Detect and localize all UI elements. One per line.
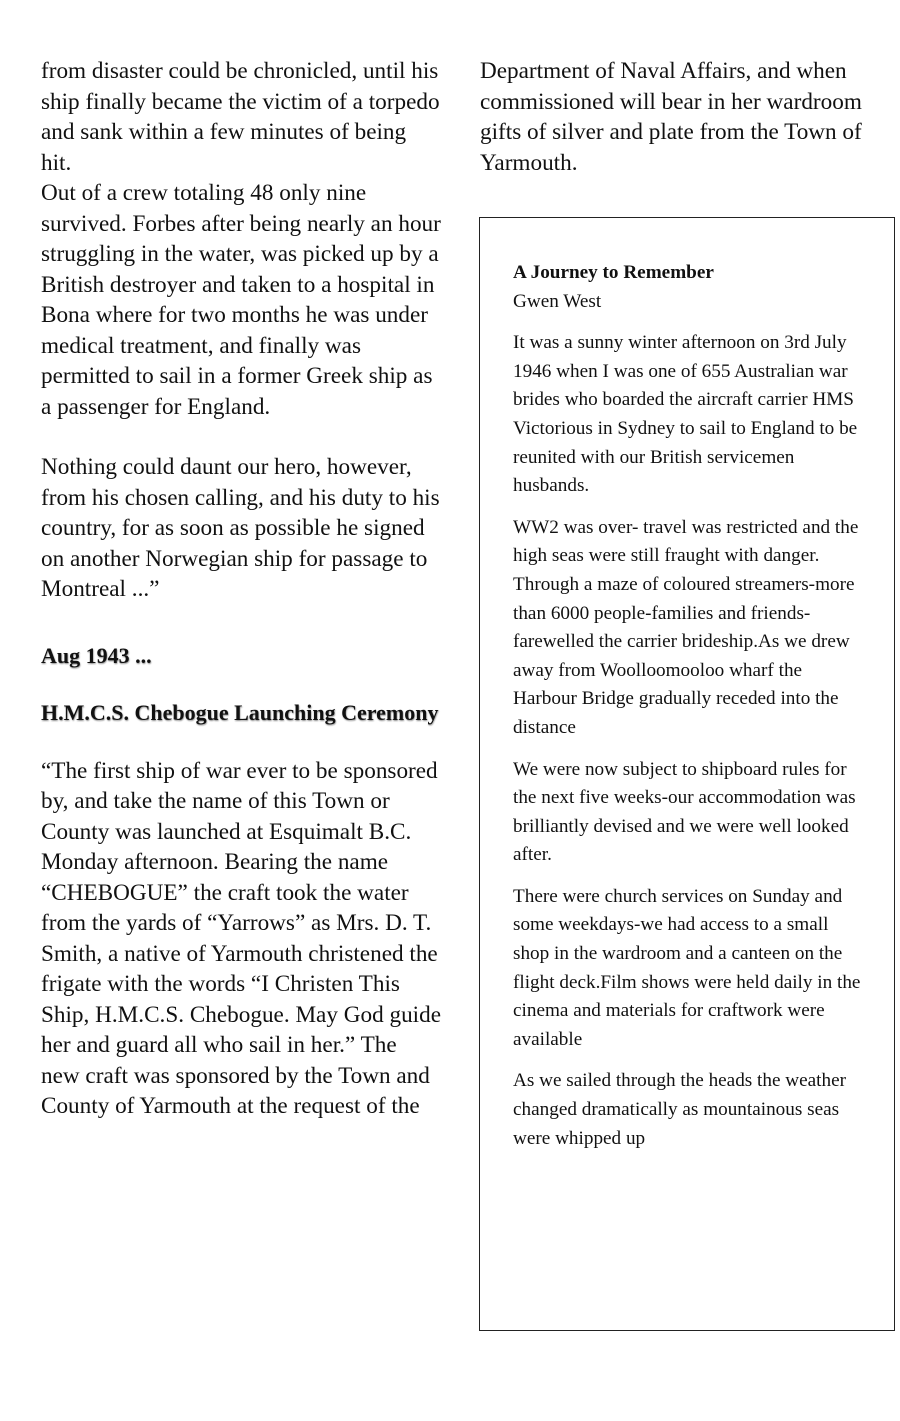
left-paragraph-1: from disaster could be chronicled, until his ship finally became the victim of a torpedo and sank within a few minutes of being hit. <box>41 58 440 176</box>
story-paragraph: As we sailed through the heads the weather changed dramatically as mountainous seas were whipped up <box>513 1070 847 1149</box>
story-paragraph: It was a sunny winter afternoon on 3rd July 1946 when I was one of 655 Australian war brides who boarded the aircraft carrier HMS Victorious in Sydney to sail to England to be reunited with our British servicemen husbands. <box>513 332 858 497</box>
story-paragraph: We were now subject to shipboard rules for the next five weeks-our accommodation was brilliantly devised and we were well looked after. <box>513 758 856 866</box>
journey-story-box <box>479 217 895 1331</box>
left-column <box>41 56 441 1122</box>
journey-story-content <box>513 259 863 1153</box>
right-column <box>480 56 890 178</box>
story-author: Gwen West <box>513 290 602 312</box>
left-paragraph-3: Nothing could daunt our hero, however, from his chosen calling, and his duty to his country, for as soon as possible he signed on another Norwegian ship for passage to Montreal ...” <box>41 454 440 602</box>
section-heading-aug-1943: Aug 1943 ... <box>41 642 152 668</box>
story-title: A Journey to Remember <box>513 262 714 283</box>
section-heading-chebogue: H.M.C.S. Chebogue Launching Ceremony <box>41 699 439 725</box>
right-paragraph-1: Department of Naval Affairs, and when commissioned will bear in her wardroom gifts of silver and plate from the Town of Yarmouth. <box>480 58 862 176</box>
left-paragraph-4: “The first ship of war ever to be sponsored by, and take the name of this Town or County was launched at Esquimalt B.C. Monday afternoon. Bearing the name “CHEBOGUE” the craft took the water from the yards of “Yarrows” as Mrs. D. T. Smith, a native of Yarmouth christened the frigate with the words “I Christen This Ship, H.M.C.S. Chebogue. May God guide her and guard all who sail in her.” The new craft was sponsored by the Town and County of Yarmouth at the request of the <box>41 757 441 1119</box>
story-paragraph: There were church services on Sunday and some weekdays-we had access to a small shop in the wardroom and a canteen on the flight deck.Film shows were held daily in the cinema and materials for craftwork were available <box>513 885 861 1050</box>
left-paragraph-2: Out of a crew totaling 48 only nine survived. Forbes after being nearly an hour struggling in the water, was picked up by a British destroyer and taken to a hospital in Bona where for two months he was under medical treatment, and finally was permitted to sail in a former Greek ship as a passenger for England. <box>41 180 441 420</box>
story-paragraph: WW2 was over- travel was restricted and the high seas were still fraught with danger. Through a maze of coloured streamers-more than 6000 people-families and friends-farewelled the carrier brideship.As we drew away from Woolloomooloo wharf the Harbour Bridge gradually receded into the distance <box>513 516 859 738</box>
